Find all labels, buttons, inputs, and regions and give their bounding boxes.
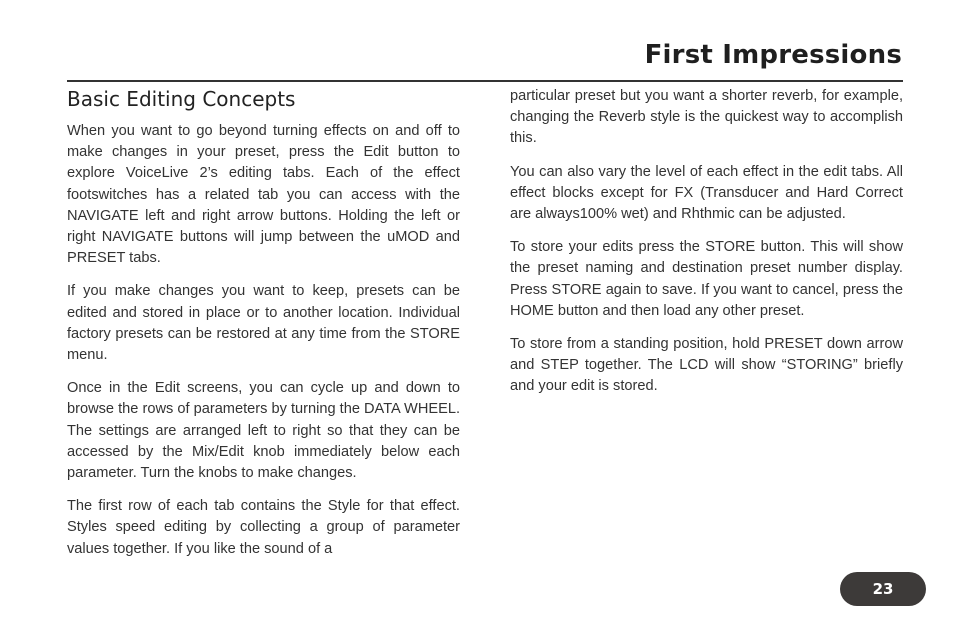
page-number-badge: 23 (840, 572, 926, 606)
page-title: First Impressions (644, 40, 902, 70)
paragraph-style-continued: particular preset but you want a shorter reverb, for example, changing the Reverb style is the quickest way to accomplish this. (510, 88, 903, 147)
paragraph-edit-intro: When you want to go beyond turning effects on and off to make changes in your preset, press the Edit button to explore VoiceLive 2’s editing tabs. Each of the effect footswitches has a related tab you can access with the NAVIGATE left and right arrow buttons. Holding the left or right NAVIGATE buttons will jump between the uMOD and PRESET tabs. (67, 123, 460, 267)
right-column (510, 86, 903, 410)
header-rule (67, 80, 903, 82)
paragraph-store-presets: If you make changes you want to keep, presets can be edited and stored in place or to another location. Individual factory presets can be restored at any time from the STORE menu. (67, 283, 460, 364)
paragraph-edit-screens: Once in the Edit screens, you can cycle up and down to browse the rows of parameters by turning the DATA WHEEL. The settings are arranged left to right so that they can be accessed by the Mix/Edit knob immediately below each parameter. Turn the knobs to make changes. (67, 380, 460, 482)
paragraph-store-edits: To store your edits press the STORE button. This will show the preset naming and destination preset number display. Press STORE again to save. If you want to cancel, press the HOME button and then load any other preset. (510, 239, 903, 319)
paragraph-effect-levels: You can also vary the level of each effect in the edit tabs. All effect blocks except for FX (Transducer and Hard Correct are always100% wet) and Rhthmic can be adjusted. (510, 163, 903, 223)
section-heading: Basic Editing Concepts (67, 87, 296, 111)
paragraph-store-standing: To store from a standing position, hold PRESET down arrow and STEP together. The LCD will show “STORING” briefly and your edit is stored. (510, 336, 903, 395)
paragraph-style-row: The first row of each tab contains the Style for that effect. Styles speed editing by collecting a group of parameter values together. If you like the sound of a (67, 498, 460, 557)
left-column (67, 86, 460, 572)
